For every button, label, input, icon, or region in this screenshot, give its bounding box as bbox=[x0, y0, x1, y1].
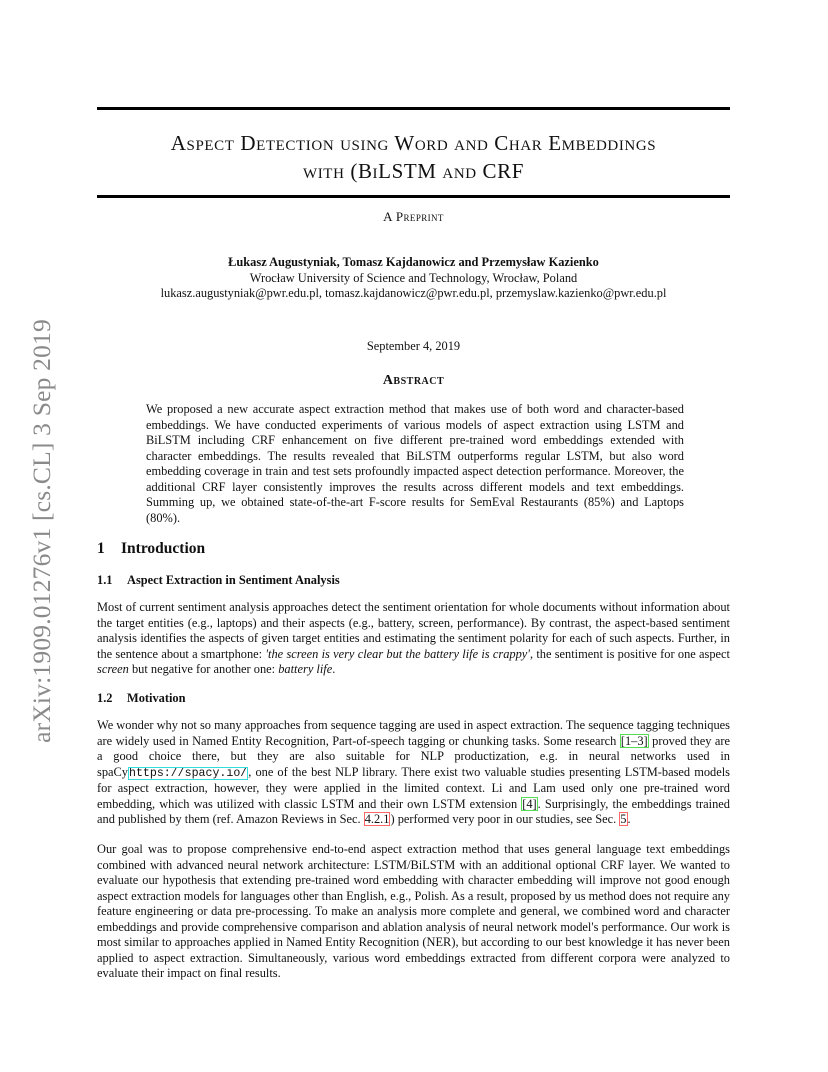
arxiv-identifier bbox=[22, 296, 62, 766]
abstract-text: We proposed a new accurate aspect extraction method that makes use of both word and character-based embeddings. We have conducted experiments of various models of aspect extraction using LSTM and BiLSTM including CRF enhancement on five different pre-trained word embeddings extended with character embeddings. The results revealed that BiLSTM outperforms regular LSTM, but also word embedding coverage in train and test sets profoundly impacted aspect detection performance. Moreover, the additional CRF layer consistently improves the results across different models and text embeddings. Summing up, we obtained state-of-the-art F-score results for SemEval Restaurants (85%) and Laptops (80%). bbox=[146, 402, 684, 525]
preprint-label: A Preprint bbox=[383, 209, 444, 224]
abstract-heading: Abstract bbox=[382, 373, 445, 388]
paragraph-text: Most of current sentiment analysis approaches detect the sentiment orientation for whole documents without information about the target entities (e.g., laptops) and their aspects (e.g., battery, screen, performance). By contrast, the aspect-based sentiment analysis identifies the aspects of given target entities and estimating the sentiment polarity for each of such aspects. Further, in the sentence about a smartphone: bbox=[97, 600, 730, 661]
paragraph-motivation-1 bbox=[97, 718, 730, 828]
paragraph-text: but negative for another one: bbox=[128, 662, 279, 676]
citation-link[interactable]: [1–3] bbox=[620, 733, 648, 748]
spacy-url-link[interactable]: https://spacy.io/ bbox=[128, 766, 248, 780]
author-block bbox=[97, 255, 730, 302]
subsection-number: 1.1 bbox=[97, 573, 113, 587]
publication-date: September 4, 2019 bbox=[366, 339, 461, 353]
author-affiliation: Wrocław University of Science and Technology, Wrocław, Poland bbox=[249, 270, 578, 285]
section-heading-introduction bbox=[97, 540, 205, 558]
arxiv-identifier-text: arXiv:1909.01276v1 [cs.CL] 3 Sep 2019 bbox=[27, 319, 57, 743]
example-sentence: 'the screen is very clear but the battery life is crappy' bbox=[265, 646, 530, 661]
section-reference-link[interactable]: 5 bbox=[620, 812, 627, 826]
subsection-heading-aspect-extraction bbox=[97, 573, 340, 588]
paragraph-text: ) performed very poor in our studies, see Sec. bbox=[390, 812, 620, 826]
paper-title bbox=[97, 129, 730, 185]
paragraph-motivation-2: Our goal was to propose comprehensive end-to-end aspect extraction method that uses general language text embeddings combined with advanced neural network architecture: LSTM/BiLSTM with an additional optional CRF layer. We wanted to evaluate our hypothesis that extending pre-trained word embedding with character embedding will improve not good enough aspect extraction models for languages other than English, e.g., Polish. As a result, proposed by us method does not require any feature engineering or data pre-processing. To make an analysis more complete and general, we combined word and character embeddings and provide comprehensive comparison and ablation analysis of neural network model's performance. Our work is most similar to approaches applied in Named Entity Recognition (NER), but according to our best knowledge it has never been applied to aspect extraction. Simultaneously, various word embeddings extracted from different corpora were analyzed to evaluate their impact on final results. bbox=[97, 842, 730, 980]
paragraph-text: . Surprisingly, the embeddings trained and published by them (ref. Amazon Reviews in Sec. bbox=[97, 796, 731, 826]
paragraph-text: , one of the best NLP library. There exist two valuable studies presenting LSTM-based models for aspect extraction, however, they were applied in the limited context. Li and Lam used only one pre-trained word embedding, which was utilized with classic LSTM and their own LSTM extension bbox=[97, 764, 730, 811]
paper-title-line-1: Aspect Detection using Word and Char Embeddings bbox=[170, 131, 657, 155]
subsection-number: 1.2 bbox=[97, 691, 113, 705]
title-top-rule bbox=[97, 107, 730, 110]
author-names: Łukasz Augustyniak, Tomasz Kajdanowicz and Przemysław Kazienko bbox=[228, 255, 599, 269]
paragraph-text: proved they are a good choice there, but they are also suitable for NLP productization, e.g. in neural networks used in spaCy bbox=[97, 733, 730, 779]
section-title: Introduction bbox=[121, 540, 206, 557]
section-reference-link[interactable]: 4.2.1 bbox=[364, 812, 390, 826]
section-number: 1 bbox=[97, 540, 105, 557]
paragraph-text: We wonder why not so many approaches from sequence tagging are used in aspect extraction. The sequence tagging techniques are widely used in Named Entity Recognition, Part-of-speech tagging or chunking tasks. Some research bbox=[97, 718, 730, 748]
paragraph-text: , the sentiment is positive for one aspect bbox=[529, 646, 730, 661]
subsection-title: Aspect Extraction in Sentiment Analysis bbox=[127, 573, 340, 587]
paper-title-line-2: with (BiLSTM and CRF bbox=[302, 159, 525, 183]
title-bottom-rule bbox=[97, 195, 730, 198]
author-emails: lukasz.augustyniak@pwr.edu.pl, tomasz.kajdanowicz@pwr.edu.pl, przemyslaw.kazienko@pwr.edu.pl bbox=[160, 286, 667, 300]
subsection-heading-motivation bbox=[97, 691, 186, 706]
subsection-title: Motivation bbox=[127, 691, 186, 705]
citation-link[interactable]: [4] bbox=[522, 796, 537, 811]
aspect-term: screen bbox=[97, 662, 129, 676]
aspect-term: battery life bbox=[278, 662, 333, 676]
paragraph-text: . bbox=[627, 812, 631, 826]
paragraph-text: . bbox=[332, 662, 336, 676]
paragraph-aspect-extraction bbox=[97, 600, 730, 678]
